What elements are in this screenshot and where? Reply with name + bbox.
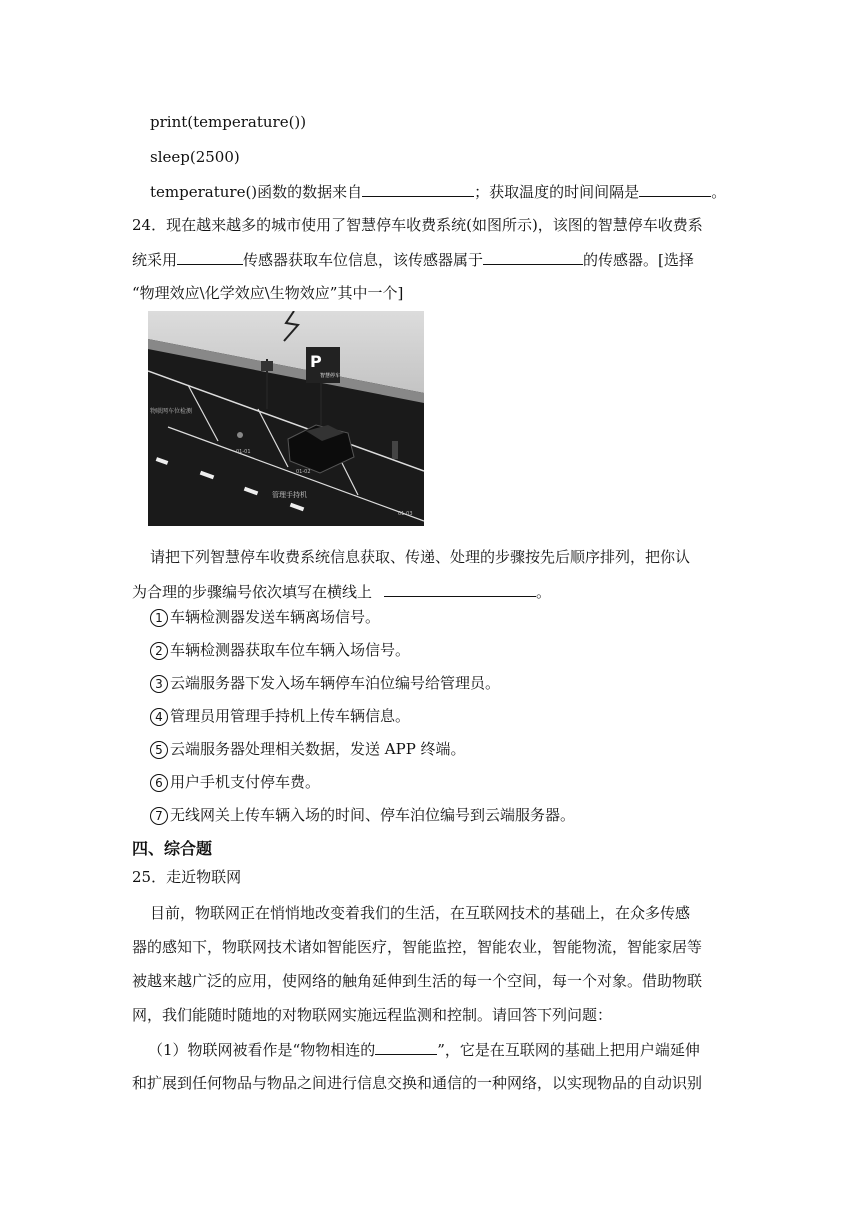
question-24-line-2	[132, 249, 694, 270]
section-heading: 四、综合题	[132, 839, 213, 858]
spot-label: 01-02	[296, 469, 311, 475]
step-text: 云端服务器处理相关数据，发送 APP 终端。	[170, 740, 466, 758]
step-number: 7	[150, 807, 168, 825]
spot-label: 01-03	[398, 511, 413, 517]
step-number: 5	[150, 741, 168, 759]
text: 。	[711, 183, 727, 201]
step-item	[150, 772, 320, 792]
ordering-instruction-line-2	[132, 581, 551, 602]
parking-sign-letter: P	[310, 352, 322, 371]
answer-blank[interactable]	[177, 249, 243, 265]
text: 为合理的步骤编号依次填写在横线上	[132, 583, 373, 601]
question-24-line-1: 24．现在越来越多的城市使用了智慧停车收费系统(如图所示)，该图的智慧停车收费系	[132, 216, 703, 234]
paragraph-line: 被越来越广泛的应用，使网络的触角延伸到生活的每一个空间，每一个对象。借助物联	[132, 972, 703, 990]
paragraph-line: 目前，物联网正在悄悄地改变着我们的生活，在互联网技术的基础上，在众多传感	[150, 904, 691, 922]
question-24-line-3: “物理效应\化学效应\生物效应”其中一个]	[132, 284, 404, 302]
paragraph-line: 和扩展到任何物品与物品之间进行信息交换和通信的一种网络，以实现物品的自动识别	[132, 1074, 703, 1092]
text: ；获取温度的时间间隔是	[474, 183, 640, 201]
parking-sign-text: 智慧停车	[320, 373, 341, 379]
paragraph-line: 器的感知下，物联网技术诸如智能医疗，智能监控，智能农业，智能物流，智能家居等	[132, 938, 703, 956]
step-text: 车辆检测器发送车辆离场信号。	[170, 608, 381, 626]
answer-blank[interactable]	[384, 581, 536, 597]
zone-label: 物联网车位检测	[150, 408, 193, 415]
step-number: 3	[150, 675, 168, 693]
step-number: 4	[150, 708, 168, 726]
paragraph-line: 网，我们能随时随地的对物联网实施远程监测和控制。请回答下列问题：	[132, 1006, 613, 1024]
step-number: 1	[150, 609, 168, 627]
smart-parking-figure	[148, 311, 424, 526]
answer-blank[interactable]	[375, 1039, 437, 1055]
question-25-title: 25．走近物联网	[132, 868, 242, 886]
step-text: 管理员用管理手持机上传车辆信息。	[170, 707, 411, 725]
answer-blank[interactable]	[483, 249, 583, 265]
code-line-print: print(temperature())	[150, 113, 307, 131]
step-item	[150, 739, 466, 759]
question-23-blank-line	[150, 181, 726, 202]
text: ”，它是在互联网的基础上把用户端延伸	[437, 1041, 700, 1059]
ordering-instruction-line-1: 请把下列智慧停车收费系统信息获取、传递、处理的步骤按先后顺序排列，把你认	[150, 548, 691, 566]
step-item	[150, 805, 575, 825]
code-line-sleep: sleep(2500)	[150, 148, 240, 166]
text: 统采用	[132, 251, 178, 269]
step-item	[150, 607, 380, 627]
question-25-sub-1	[148, 1039, 700, 1060]
step-text: 用户手机支付停车费。	[170, 773, 321, 791]
text: 。	[536, 583, 552, 601]
manager-figure	[392, 441, 398, 459]
text: 传感器获取车位信息，该传感器属于	[243, 251, 484, 269]
step-number: 6	[150, 774, 168, 792]
step-item	[150, 706, 410, 726]
text: （1）物联网被看作是“物物相连的	[148, 1041, 376, 1059]
step-item	[150, 673, 500, 693]
spot-label: 01-01	[236, 449, 251, 455]
step-text: 云端服务器下发入场车辆停车泊位编号给管理员。	[170, 674, 501, 692]
step-item	[150, 640, 410, 660]
answer-blank[interactable]	[362, 181, 474, 197]
step-text: 车辆检测器获取车位车辆入场信号。	[170, 641, 411, 659]
text: 的传感器。[选择	[583, 251, 694, 269]
step-text: 无线网关上传车辆入场的时间、停车泊位编号到云端服务器。	[170, 806, 576, 824]
text: temperature()函数的数据来自	[150, 183, 363, 201]
step-number: 2	[150, 642, 168, 660]
wireless-gateway-icon	[261, 361, 273, 371]
answer-blank[interactable]	[639, 181, 711, 197]
handheld-device-label: 管理手持机	[272, 491, 307, 499]
vehicle-detector-icon	[237, 432, 243, 438]
